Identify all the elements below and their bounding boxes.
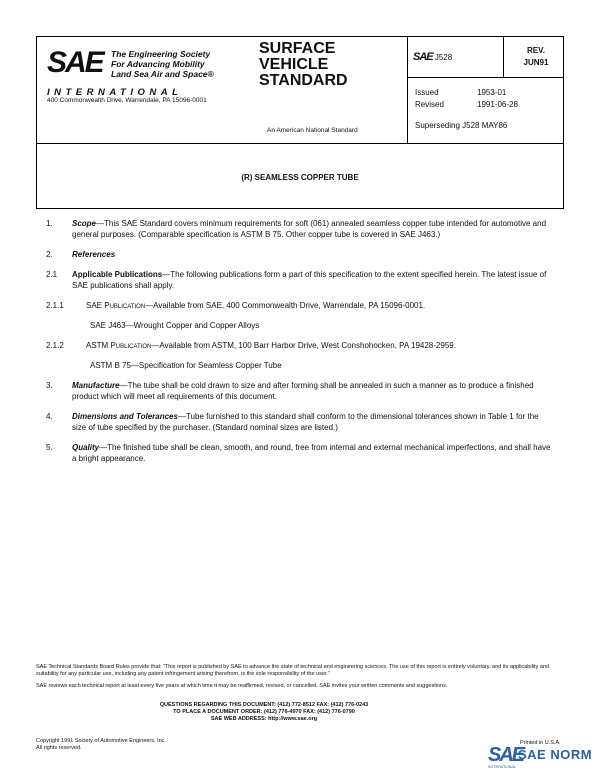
footer-contacts: QUESTIONS REGARDING THIS DOCUMENT: (412) 772-8512 FAX: (412) 776-0243 TO PLACE A DOCUMENT ORDER: (412) 776-4970 FAX: (412) 776-0790 SAE WEB ADDRESS: http://www.sae.org [159,702,369,722]
standard-type: SURFACE VEHICLE STANDARD [259,40,348,89]
section-quality: 5. Quality—The finished tube shall be clean, smooth, and round, free from internal and external mechanical imperfections, and shall have a bright appearance. [46,443,551,463]
saenorm-logo: SAE SAE NORM INTERNATIONAL [488,744,593,769]
section-sae-publication: 2.1.1 SAE Publication—Available from SAE, 400 Commonwealth Drive, Warrendale, PA 15096-0001. [46,301,426,310]
issue-dates: Issued 1953-01 Revised 1991-06-28 [415,88,518,109]
header-hline [407,77,563,78]
header-box [36,36,564,144]
section-scope: 1. Scope—This SAE Standard covers minimum requirements for soft (061) annealed seamless copper tube intended for automotive and general purposes. (Comparable specification is ASTM B 75. Other copper tube is covered in SAE J463.) [46,219,547,239]
footer-review-note: SAE reviews each technical report at least every five years at which time it may be reaffirmed, revised, or cancelled. SAE invites your written comments and suggestions. [36,683,448,689]
section-astm-publication: 2.1.2 ASTM Publication—Available from ASTM, 100 Barr Harbor Drive, West Conshohocken, PA 19428-2959. [46,341,456,350]
sae-address: 400 Commonwealth Drive, Warrendale, PA 15096-0001 [47,97,207,104]
reference-sae-j463: SAE J463—Wrought Copper and Copper Alloys [90,321,260,330]
reference-astm-b75: ASTM B 75—Specification for Seamless Copper Tube [90,361,282,370]
title-box [36,143,564,209]
header-divider [407,37,408,143]
document-body [46,218,552,473]
document-number: SAE J528 [413,51,453,63]
superseding-note: Superseding J528 MAY86 [415,121,508,130]
footer-rules-note: SAE Technical Standards Board Rules provide that: “This report is published by SAE to advance the state of technical and engineering sciences. The use of this report is entirely voluntary, and its applicability and suitability for any particular use, including any patent infringement arising therefrom, is the sole responsibility of the user.” [36,664,550,677]
section-references: 2. References [46,250,116,259]
society-tagline: The Engineering Society For Advancing Mobility Land Sea Air and Space® [111,49,214,79]
section-manufacture: 3. Manufacture—The tube shall be cold drawn to size and after forming shall be annealed in such a manner as to produce a finished product which will meet all requirements of this document. [46,381,534,401]
sae-logo: SAE [47,46,103,79]
footer-notes [36,664,566,690]
revision-box: REV. JUN91 [523,46,549,67]
american-national-standard: An American National Standard [267,127,358,134]
international-wordmark: INTERNATIONAL [47,87,183,98]
rev-divider [503,37,504,77]
printed-in: Printed in U.S.A. [520,740,561,746]
section-dimensions: 4. Dimensions and Tolerances—Tube furnished to this standard shall conform to the dimensional tolerances shown in Table 1 for the size of tube specified by the purchaser. (Standard nominal sizes are listed.) [46,412,539,432]
section-applicable-publications: 2.1 Applicable Publications—The following publications form a part of this specification to the extent specified herein. The latest issue of SAE publications shall apply. [46,270,547,290]
document-title: (R) SEAMLESS COPPER TUBE [241,173,359,182]
copyright-notice: Copyright 1991 Society of Automotive Engineers, Inc. All rights reserved. [36,738,166,751]
